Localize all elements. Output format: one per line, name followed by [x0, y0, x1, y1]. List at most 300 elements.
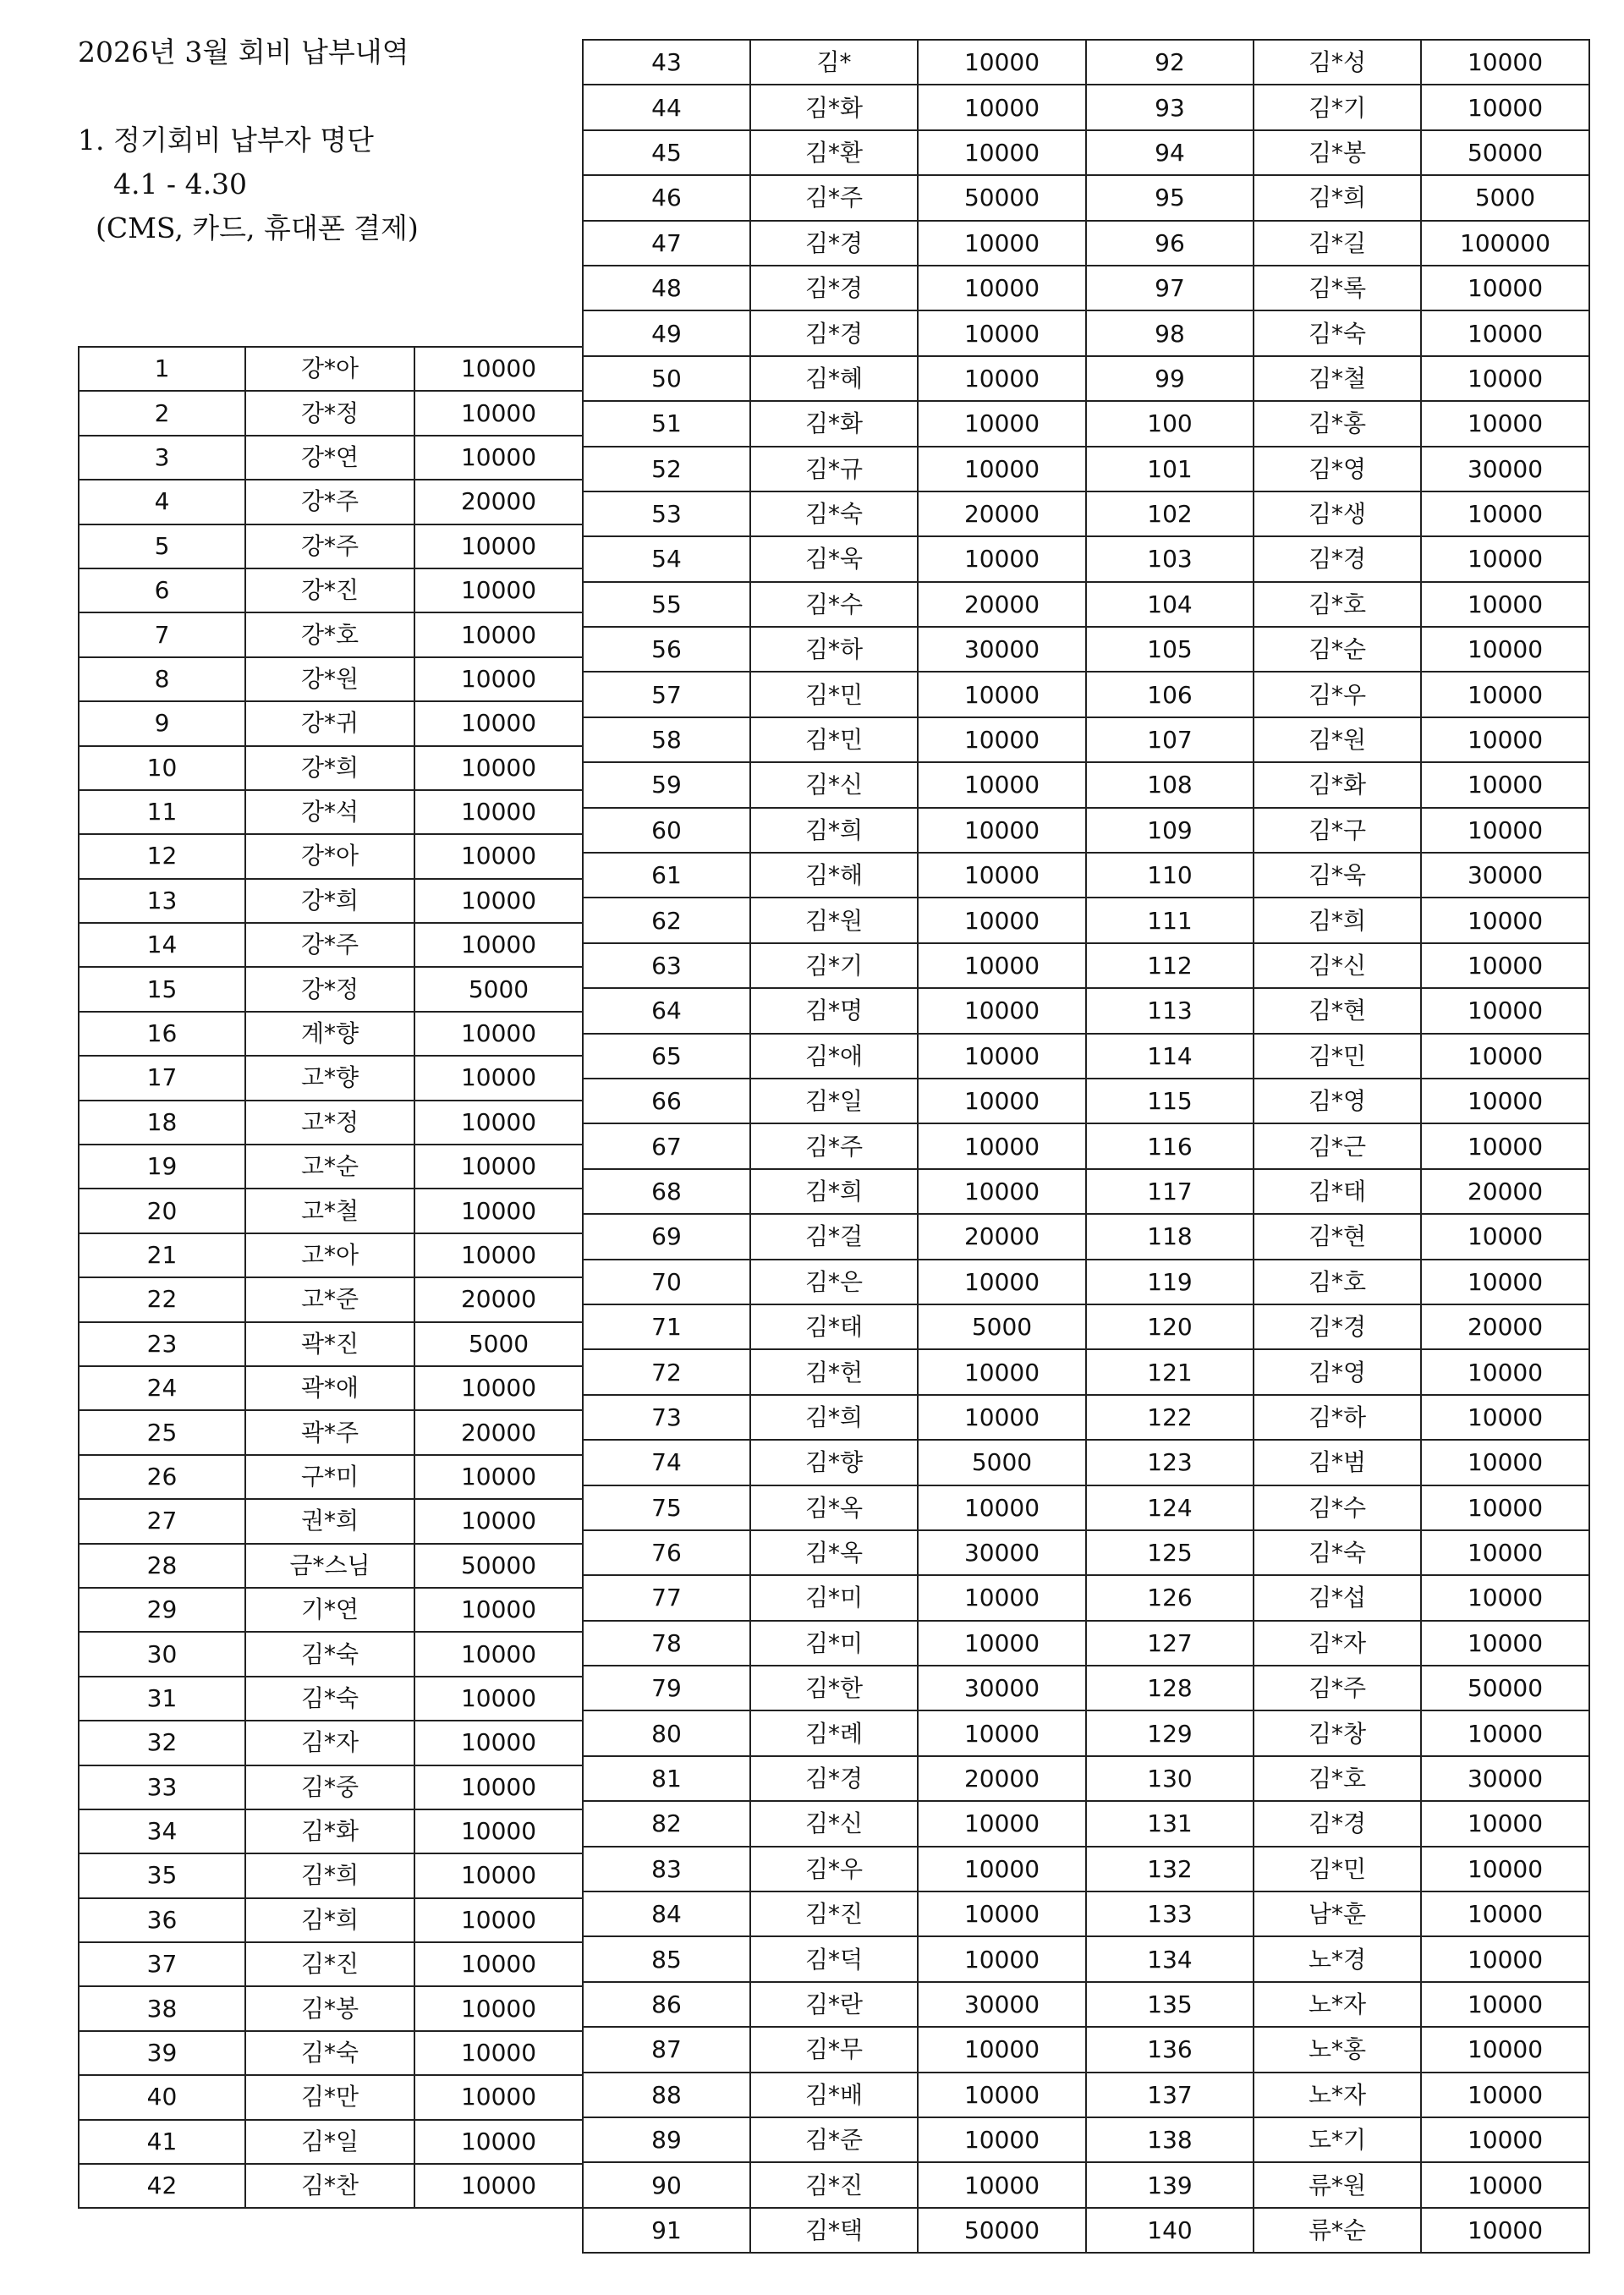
- payer-name: 김*창: [1254, 1710, 1421, 1755]
- payer-name: 김*경: [750, 1756, 918, 1801]
- payer-number: 127: [1086, 1621, 1254, 1666]
- payer-name: 김*숙: [245, 1632, 414, 1676]
- table-row: [583, 1891, 1589, 1936]
- payer-amount: 5000: [1421, 175, 1589, 220]
- payer-number: 39: [79, 2031, 245, 2075]
- payer-number: 90: [583, 2162, 750, 2207]
- payer-amount: 10000: [414, 1366, 583, 1410]
- table-row: [583, 717, 1589, 762]
- payer-name: 강*정: [245, 967, 414, 1011]
- payer-number: 52: [583, 447, 750, 491]
- table-row: [79, 1942, 583, 1986]
- table-row: [583, 1079, 1589, 1123]
- payer-name: 김*규: [750, 447, 918, 491]
- payer-number: 6: [79, 568, 245, 612]
- payer-number: 106: [1086, 672, 1254, 717]
- payer-name: 김*생: [1254, 491, 1421, 536]
- payer-name: 김*숙: [750, 491, 918, 536]
- payer-name: 김*욱: [750, 536, 918, 581]
- payer-name: 곽*애: [245, 1366, 414, 1410]
- payer-amount: 10000: [414, 1012, 583, 1056]
- payer-name: 김*경: [750, 310, 918, 355]
- payer-name: 강*호: [245, 612, 414, 656]
- payer-number: 74: [583, 1440, 750, 1485]
- payer-number: 71: [583, 1304, 750, 1349]
- payer-name: 김*중: [245, 1765, 414, 1809]
- table-row: [583, 491, 1589, 536]
- payer-number: 15: [79, 967, 245, 1011]
- table-row: [583, 1440, 1589, 1485]
- payer-number: 10: [79, 746, 245, 790]
- payer-name: 류*순: [1254, 2208, 1421, 2253]
- table-row: [583, 1982, 1589, 2027]
- payer-amount: 10000: [414, 1765, 583, 1809]
- payer-amount: 30000: [1421, 1756, 1589, 1801]
- table-row: [79, 1677, 583, 1721]
- table-row: [583, 2073, 1589, 2117]
- payer-table-left: [78, 346, 584, 2209]
- payer-name: 김*희: [750, 1395, 918, 1440]
- payer-table-right: [582, 39, 1590, 2254]
- table-row: [583, 2162, 1589, 2207]
- payer-amount: 5000: [918, 1304, 1086, 1349]
- payer-number: 62: [583, 898, 750, 942]
- payer-name: 김*일: [750, 1079, 918, 1123]
- table-row: [79, 1721, 583, 1765]
- payer-amount: 10000: [414, 1809, 583, 1853]
- payer-name: 김*옥: [750, 1530, 918, 1575]
- payer-amount: 10000: [918, 447, 1086, 491]
- payer-amount: 30000: [918, 627, 1086, 672]
- payer-number: 76: [583, 1530, 750, 1575]
- payer-name: 강*석: [245, 790, 414, 834]
- payer-amount: 10000: [414, 2075, 583, 2119]
- payer-number: 135: [1086, 1982, 1254, 2027]
- payer-name: 김*주: [1254, 1666, 1421, 1710]
- payer-amount: 10000: [1421, 1936, 1589, 1981]
- payer-amount: 10000: [414, 1101, 583, 1145]
- payer-number: 8: [79, 657, 245, 701]
- payer-amount: 10000: [918, 1349, 1086, 1394]
- payer-name: 김*무: [750, 2027, 918, 2072]
- payer-amount: 10000: [414, 657, 583, 701]
- payer-name: 김*일: [245, 2120, 414, 2164]
- payer-name: 금*스님: [245, 1544, 414, 1588]
- payer-amount: 10000: [918, 1575, 1086, 1620]
- table-row: [79, 568, 583, 612]
- payer-name: 김*숙: [1254, 1530, 1421, 1575]
- payer-name: 김*찬: [245, 2164, 414, 2208]
- payer-amount: 10000: [1421, 40, 1589, 85]
- payer-amount: 10000: [1421, 1440, 1589, 1485]
- payer-amount: 10000: [918, 1891, 1086, 1936]
- payer-name: 김*숙: [1254, 310, 1421, 355]
- payer-name: 김*민: [1254, 1847, 1421, 1891]
- payer-name: 김*자: [245, 1721, 414, 1765]
- payer-amount: 10000: [918, 1395, 1086, 1440]
- payer-name: 김*철: [1254, 356, 1421, 401]
- payer-number: 5: [79, 524, 245, 568]
- table-row: [79, 436, 583, 480]
- payer-number: 87: [583, 2027, 750, 2072]
- payer-amount: 10000: [414, 746, 583, 790]
- table-row: [583, 266, 1589, 310]
- table-row: [79, 879, 583, 923]
- payer-name: 권*희: [245, 1499, 414, 1543]
- payer-amount: 10000: [1421, 1395, 1589, 1440]
- table-row: [583, 1801, 1589, 1846]
- payer-name: 김*순: [1254, 627, 1421, 672]
- payer-amount: 30000: [1421, 853, 1589, 898]
- payer-amount: 10000: [414, 436, 583, 480]
- payer-number: 25: [79, 1410, 245, 1454]
- payer-number: 104: [1086, 582, 1254, 627]
- payer-number: 22: [79, 1277, 245, 1321]
- payer-amount: 10000: [1421, 988, 1589, 1033]
- table-row: [79, 2031, 583, 2075]
- table-row: [583, 1395, 1589, 1440]
- payer-number: 120: [1086, 1304, 1254, 1349]
- payer-number: 138: [1086, 2117, 1254, 2162]
- payer-number: 48: [583, 266, 750, 310]
- payer-number: 111: [1086, 898, 1254, 942]
- table-row: [583, 1485, 1589, 1530]
- payer-number: 139: [1086, 2162, 1254, 2207]
- payer-amount: 50000: [1421, 130, 1589, 175]
- table-row: [79, 1809, 583, 1853]
- payer-name: 김*욱: [1254, 853, 1421, 898]
- payer-amount: 100000: [1421, 221, 1589, 266]
- payer-amount: 10000: [1421, 1530, 1589, 1575]
- payer-name: 김*신: [750, 1801, 918, 1846]
- payer-name: 김*하: [1254, 1395, 1421, 1440]
- payer-name: 기*연: [245, 1588, 414, 1632]
- payer-number: 61: [583, 853, 750, 898]
- table-row: [583, 1123, 1589, 1168]
- payer-amount: 30000: [918, 1982, 1086, 2027]
- payer-amount: 10000: [1421, 717, 1589, 762]
- payer-name: 김*진: [750, 1891, 918, 1936]
- payer-name: 김*수: [1254, 1485, 1421, 1530]
- payer-name: 김*화: [1254, 762, 1421, 807]
- table-row: [583, 2208, 1589, 2253]
- payer-name: 김*봉: [245, 1986, 414, 2030]
- payer-amount: 10000: [414, 923, 583, 967]
- payer-amount: 10000: [918, 853, 1086, 898]
- payer-name: 김*걸: [750, 1214, 918, 1259]
- payer-amount: 10000: [414, 1898, 583, 1942]
- table-row: [79, 657, 583, 701]
- payer-number: 79: [583, 1666, 750, 1710]
- payer-amount: 50000: [918, 175, 1086, 220]
- payer-number: 37: [79, 1942, 245, 1986]
- table-row: [583, 447, 1589, 491]
- table-row: [79, 2164, 583, 2208]
- table-row: [79, 1455, 583, 1499]
- payer-number: 121: [1086, 1349, 1254, 1394]
- payer-name: 김*봉: [1254, 130, 1421, 175]
- payer-number: 1: [79, 347, 245, 391]
- payer-amount: 10000: [918, 1079, 1086, 1123]
- payer-name: 김*향: [750, 1440, 918, 1485]
- table-row: [79, 1322, 583, 1366]
- payer-amount: 20000: [414, 480, 583, 524]
- table-row: [583, 1214, 1589, 1259]
- payer-amount: 30000: [1421, 447, 1589, 491]
- payer-name: 김*수: [750, 582, 918, 627]
- payer-name: 김*경: [1254, 1801, 1421, 1846]
- payer-number: 41: [79, 2120, 245, 2164]
- payer-amount: 10000: [1421, 672, 1589, 717]
- payer-name: 김*민: [750, 717, 918, 762]
- table-row: [583, 1756, 1589, 1801]
- payer-number: 67: [583, 1123, 750, 1168]
- payer-number: 16: [79, 1012, 245, 1056]
- table-row: [79, 347, 583, 391]
- payer-number: 78: [583, 1621, 750, 1666]
- payer-number: 4: [79, 480, 245, 524]
- payer-name: 강*주: [245, 524, 414, 568]
- payer-amount: 10000: [918, 943, 1086, 988]
- payer-number: 55: [583, 582, 750, 627]
- payer-name: 김*미: [750, 1575, 918, 1620]
- table-row: [583, 1530, 1589, 1575]
- payer-name: 김*호: [1254, 1260, 1421, 1304]
- payer-amount: 10000: [1421, 1485, 1589, 1530]
- payer-number: 45: [583, 130, 750, 175]
- payer-number: 75: [583, 1485, 750, 1530]
- payer-name: 김*경: [750, 221, 918, 266]
- payer-amount: 10000: [1421, 536, 1589, 581]
- payer-number: 27: [79, 1499, 245, 1543]
- payer-amount: 50000: [414, 1544, 583, 1588]
- table-row: [583, 1847, 1589, 1891]
- payer-amount: 20000: [918, 1214, 1086, 1259]
- payer-number: 140: [1086, 2208, 1254, 2253]
- payer-number: 43: [583, 40, 750, 85]
- payer-number: 136: [1086, 2027, 1254, 2072]
- payer-number: 110: [1086, 853, 1254, 898]
- payer-amount: 10000: [1421, 627, 1589, 672]
- payer-number: 103: [1086, 536, 1254, 581]
- payer-number: 116: [1086, 1123, 1254, 1168]
- table-row: [79, 923, 583, 967]
- payer-amount: 10000: [918, 717, 1086, 762]
- payer-number: 38: [79, 1986, 245, 2030]
- payer-number: 82: [583, 1801, 750, 1846]
- payer-number: 92: [1086, 40, 1254, 85]
- payer-number: 9: [79, 701, 245, 745]
- table-row: [583, 175, 1589, 220]
- table-row: [79, 2120, 583, 2164]
- payer-number: 14: [79, 923, 245, 967]
- table-row: [79, 2075, 583, 2119]
- table-row: [583, 1621, 1589, 1666]
- payer-number: 99: [1086, 356, 1254, 401]
- payer-amount: 10000: [1421, 1710, 1589, 1755]
- payer-number: 57: [583, 672, 750, 717]
- payer-name: 김*우: [750, 1847, 918, 1891]
- payer-amount: 10000: [918, 1034, 1086, 1079]
- payer-number: 40: [79, 2075, 245, 2119]
- payer-name: 김*명: [750, 988, 918, 1033]
- table-row: [583, 1710, 1589, 1755]
- payer-number: 56: [583, 627, 750, 672]
- payer-amount: 10000: [1421, 1891, 1589, 1936]
- payer-name: 김*신: [750, 762, 918, 807]
- payer-amount: 10000: [414, 347, 583, 391]
- payer-number: 35: [79, 1853, 245, 1897]
- table-row: [583, 221, 1589, 266]
- payer-amount: 10000: [918, 130, 1086, 175]
- payer-amount: 10000: [414, 1986, 583, 2030]
- payer-number: 44: [583, 85, 750, 129]
- payer-name: 김*원: [1254, 717, 1421, 762]
- payer-number: 64: [583, 988, 750, 1033]
- payer-name: 김*희: [1254, 898, 1421, 942]
- payer-name: 김*자: [1254, 1621, 1421, 1666]
- payer-amount: 10000: [918, 1485, 1086, 1530]
- payer-amount: 10000: [414, 1942, 583, 1986]
- payer-amount: 10000: [1421, 85, 1589, 129]
- payer-amount: 10000: [1421, 491, 1589, 536]
- payer-name: 김*호: [1254, 1756, 1421, 1801]
- payer-amount: 10000: [414, 834, 583, 878]
- payer-amount: 5000: [414, 1322, 583, 1366]
- payer-name: 김*태: [750, 1304, 918, 1349]
- payer-number: 21: [79, 1233, 245, 1277]
- payer-name: 김*희: [1254, 175, 1421, 220]
- payer-amount: 10000: [918, 536, 1086, 581]
- payer-number: 7: [79, 612, 245, 656]
- payer-number: 100: [1086, 401, 1254, 446]
- table-row: [79, 790, 583, 834]
- payer-amount: 10000: [1421, 582, 1589, 627]
- payer-name: 김*태: [1254, 1169, 1421, 1214]
- payer-name: 강*희: [245, 746, 414, 790]
- payer-amount: 10000: [1421, 1801, 1589, 1846]
- payer-number: 86: [583, 1982, 750, 2027]
- payer-amount: 10000: [414, 568, 583, 612]
- payer-name: 김*애: [750, 1034, 918, 1079]
- payer-number: 18: [79, 1101, 245, 1145]
- payer-number: 107: [1086, 717, 1254, 762]
- payer-name: 강*아: [245, 834, 414, 878]
- payer-amount: 10000: [918, 2117, 1086, 2162]
- table-row: [79, 1145, 583, 1189]
- payer-amount: 10000: [1421, 808, 1589, 853]
- payer-name: 김*례: [750, 1710, 918, 1755]
- payer-number: 29: [79, 1588, 245, 1632]
- payer-number: 73: [583, 1395, 750, 1440]
- payer-number: 17: [79, 1056, 245, 1100]
- payer-amount: 10000: [918, 40, 1086, 85]
- payer-name: 김*란: [750, 1982, 918, 2027]
- table-row: [583, 762, 1589, 807]
- payer-name: 김*경: [1254, 536, 1421, 581]
- payer-number: 59: [583, 762, 750, 807]
- payer-name: 김*영: [1254, 447, 1421, 491]
- payer-number: 69: [583, 1214, 750, 1259]
- payer-name: 김*신: [1254, 943, 1421, 988]
- payer-name: 류*원: [1254, 2162, 1421, 2207]
- payer-number: 60: [583, 808, 750, 853]
- payer-amount: 10000: [414, 2164, 583, 2208]
- payer-number: 94: [1086, 130, 1254, 175]
- payer-amount: 20000: [414, 1277, 583, 1321]
- payer-number: 97: [1086, 266, 1254, 310]
- payer-amount: 10000: [1421, 1260, 1589, 1304]
- table-row: [583, 1034, 1589, 1079]
- payer-number: 53: [583, 491, 750, 536]
- payer-number: 80: [583, 1710, 750, 1755]
- table-row: [583, 401, 1589, 446]
- table-row: [79, 1101, 583, 1145]
- payer-name: 김*한: [750, 1666, 918, 1710]
- payer-amount: 10000: [1421, 310, 1589, 355]
- payer-amount: 10000: [918, 808, 1086, 853]
- table-row: [583, 310, 1589, 355]
- payer-name: 김*기: [1254, 85, 1421, 129]
- table-row: [79, 746, 583, 790]
- payer-name: 김*경: [750, 266, 918, 310]
- payer-number: 46: [583, 175, 750, 220]
- payer-amount: 10000: [918, 762, 1086, 807]
- payment-methods: (CMS, 카드, 휴대폰 결제): [78, 211, 419, 244]
- payer-name: 김*화: [750, 401, 918, 446]
- payer-amount: 10000: [918, 2162, 1086, 2207]
- table-row: [583, 2117, 1589, 2162]
- payer-amount: 5000: [918, 1440, 1086, 1485]
- payer-number: 101: [1086, 447, 1254, 491]
- payer-name: 김*은: [750, 1260, 918, 1304]
- spacer: [78, 74, 551, 118]
- payment-period: 4.1 - 4.30: [78, 167, 248, 200]
- payer-name: 노*자: [1254, 2073, 1421, 2117]
- payer-number: 70: [583, 1260, 750, 1304]
- payer-amount: 10000: [918, 1621, 1086, 1666]
- payer-amount: 10000: [918, 85, 1086, 129]
- payer-amount: 20000: [414, 1410, 583, 1454]
- payer-number: 114: [1086, 1034, 1254, 1079]
- payer-number: 83: [583, 1847, 750, 1891]
- payer-amount: 10000: [414, 879, 583, 923]
- payer-number: 112: [1086, 943, 1254, 988]
- payer-amount: 10000: [1421, 943, 1589, 988]
- payer-amount: 10000: [918, 672, 1086, 717]
- payer-name: 계*향: [245, 1012, 414, 1056]
- payer-name: 강*희: [245, 879, 414, 923]
- payer-number: 125: [1086, 1530, 1254, 1575]
- payer-amount: 5000: [414, 967, 583, 1011]
- payer-amount: 10000: [414, 612, 583, 656]
- table-row: [79, 1189, 583, 1233]
- payer-number: 58: [583, 717, 750, 762]
- table-row: [583, 1304, 1589, 1349]
- payer-number: 93: [1086, 85, 1254, 129]
- payer-amount: 10000: [414, 1056, 583, 1100]
- payer-number: 119: [1086, 1260, 1254, 1304]
- payer-amount: 10000: [918, 1847, 1086, 1891]
- payer-amount: 10000: [414, 1145, 583, 1189]
- table-row: [79, 1410, 583, 1454]
- payer-number: 128: [1086, 1666, 1254, 1710]
- payer-number: 98: [1086, 310, 1254, 355]
- payer-name: 김*주: [750, 175, 918, 220]
- payer-amount: 10000: [1421, 2117, 1589, 2162]
- payer-amount: 10000: [1421, 1575, 1589, 1620]
- table-row: [79, 1632, 583, 1676]
